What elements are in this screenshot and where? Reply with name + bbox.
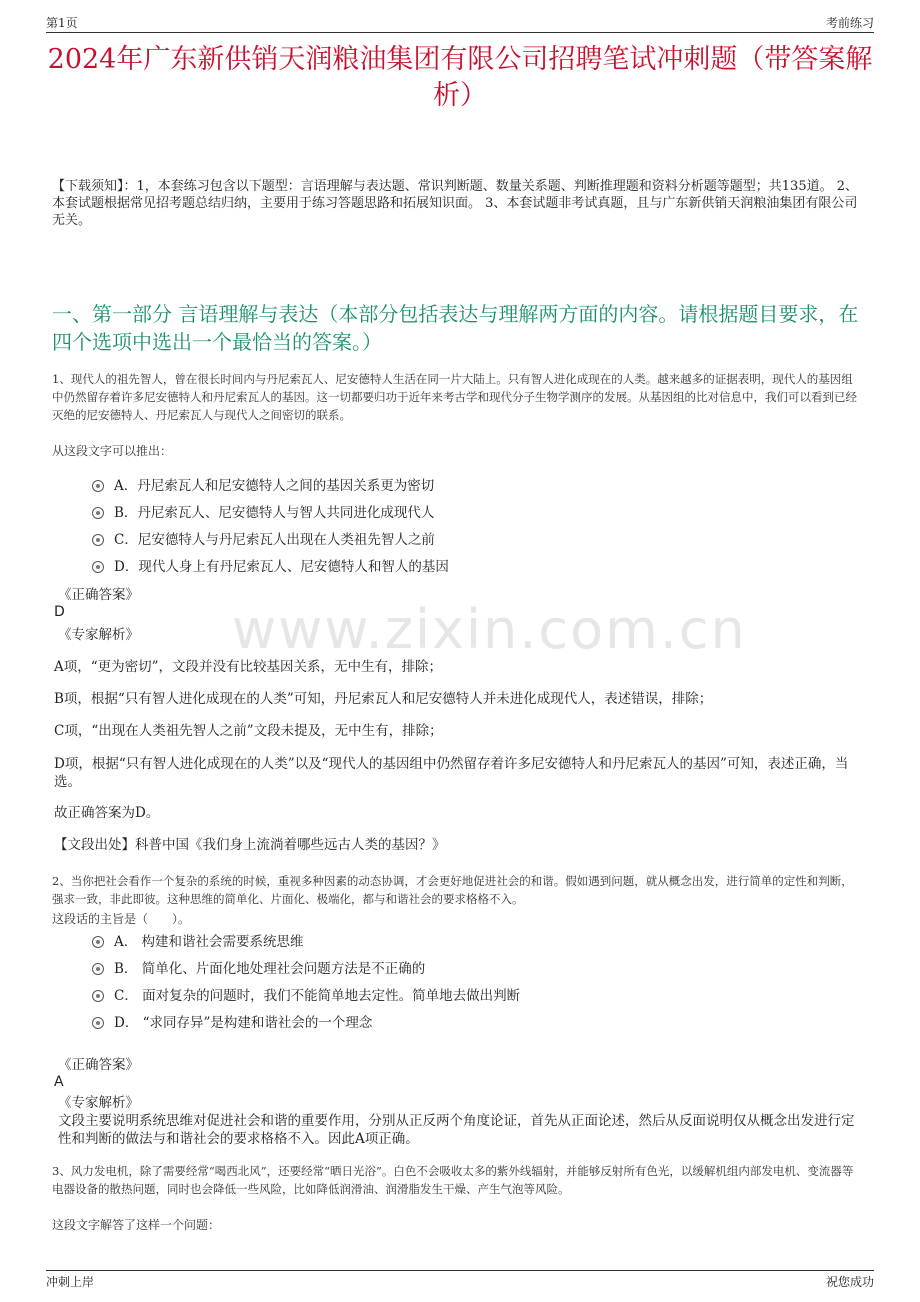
radio-icon[interactable] (92, 534, 104, 546)
question-1-prompt: 从这段文字可以推出： (52, 444, 173, 458)
radio-icon[interactable] (92, 561, 104, 573)
q1-analysis-c: C项，“出现在人类祖先智人之前”文段未提及，无中生有，排除； (54, 723, 443, 739)
document-title: 2024年广东新供销天润粮油集团有限公司招聘笔试冲刺题（带答案解析） (47, 44, 873, 111)
page-number: 第1页 (46, 16, 78, 30)
page-footer (46, 1270, 874, 1289)
q2-correct-label: 《正确答案》 (58, 1057, 139, 1073)
q2-option-d[interactable]: D． “求同存异”是构建和谐社会的一个理念 (92, 1014, 372, 1032)
q1-option-b[interactable]: B．丹尼索瓦人、尼安德特人与智人共同进化成现代人 (92, 504, 434, 522)
section-title: 一、第一部分 言语理解与表达（本部分包括表达与理解两方面的内容。请根据题目要求，在四个选项中选出一个最恰当的答案。） (52, 302, 859, 354)
watermark: www.zixin.com.cn (232, 598, 747, 661)
q1-conclusion: 故正确答案为D。 (54, 805, 160, 821)
q1-correct-label: 《正确答案》 (58, 587, 139, 603)
footer-right: 祝您成功 (825, 1275, 874, 1289)
radio-icon[interactable] (92, 1017, 104, 1029)
q2-option-b[interactable]: B． 简单化、片面化地处理社会问题方法是不正确的 (92, 960, 425, 978)
q1-option-d[interactable]: D．现代人身上有丹尼索瓦人、尼安德特人和智人的基因 (92, 558, 449, 576)
q1-source: 【文段出处】科普中国《我们身上流淌着哪些远古人类的基因？》 (54, 837, 446, 853)
radio-icon[interactable] (92, 480, 104, 492)
q2-option-c[interactable]: C． 面对复杂的问题时，我们不能简单地去定性。简单地去做出判断 (92, 987, 520, 1005)
q2-analysis: 文段主要说明系统思维对促进社会和谐的重要作用，分别从正反两个角度论证，首先从正面论述，然后从反面说明仅从概念出发进行定性和判断的做法与和谐社会的要求格格不入。因此A项正确。 (58, 1113, 855, 1147)
radio-icon[interactable] (92, 507, 104, 519)
radio-icon[interactable] (92, 936, 104, 948)
radio-icon[interactable] (92, 990, 104, 1002)
question-3-prompt: 这段文字解答了这样一个问题： (52, 1218, 221, 1232)
q1-option-a[interactable]: A．丹尼索瓦人和尼安德特人之间的基因关系更为密切 (92, 477, 434, 495)
question-2-stem: 2、当你把社会看作一个复杂的系统的时候，重视多种因素的动态协调，才会更好地促进社会的和谐。假如遇到问题，就从概念出发，进行简单的定性和判断，强求一致，非此即彼。这种思维的简单化、片面化、极端化，都与和谐社会的要求格格不入。 (52, 874, 853, 906)
download-notice: 【下载须知】：1，本套练习包含以下题型：言语理解与表达题、常识判断题、数量关系题、判断推理题和资料分析题等题型；共135道。 2、本套试题根据常见招考题总结归纳，主要用于练习答题思路和拓展知识面。 3、本套试题非考试真题，且与广东新供销天润粮油集团有限公司无关。 (52, 179, 858, 228)
q2-answer: A (54, 1074, 64, 1090)
radio-icon[interactable] (92, 963, 104, 975)
q2-option-a[interactable]: A． 构建和谐社会需要系统思维 (92, 933, 304, 951)
q1-expert-label: 《专家解析》 (58, 627, 139, 643)
question-2-prompt: 这段话的主旨是（ ）。 (52, 912, 191, 926)
q1-analysis-a: A项，“更为密切”，文段并没有比较基因关系，无中生有，排除； (54, 659, 443, 675)
question-3-stem: 3、风力发电机，除了需要经常“喝西北风”，还要经常“晒日光浴”。白色不会吸收太多的紫外线辐射，并能够反射所有色光，以缓解机组内部发电机、变流器等电器设备的散热问题，同时也会降低一些风险，比如降低润滑油、润滑脂发生干燥、产生气泡等风险。 (52, 1164, 854, 1196)
q1-analysis-b: B项，根据“只有智人进化成现在的人类”可知，丹尼索瓦人和尼安德特人并未进化成现代人，表述错误，排除； (54, 691, 713, 707)
question-1-stem: 1、现代人的祖先智人，曾在很长时间内与丹尼索瓦人、尼安德特人生活在同一片大陆上。只有智人进化成现在的人类。越来越多的证据表明，现代人的基因组中仍然留存着许多尼安德特人和丹尼索瓦人的基因。这一切都要归功于近年来考古学和现代分子生物学测序的发展。从基因组的比对信息中，我们可以看到已经灭绝的尼安德特人、丹尼索瓦人与现代人之间密切的联系。 (52, 372, 857, 422)
q1-analysis-d: D项，根据“只有智人进化成现在的人类”以及“现代人的基因组中仍然留存着许多尼安德特人和丹尼索瓦人的基因”可知，表述正确，当选。 (54, 756, 849, 790)
page-header (46, 14, 874, 33)
q1-option-c[interactable]: C．尼安德特人与丹尼索瓦人出现在人类祖先智人之前 (92, 531, 435, 549)
header-tag: 考前练习 (825, 16, 874, 30)
q1-answer: D (54, 604, 65, 620)
q2-expert-label: 《专家解析》 (58, 1095, 139, 1111)
footer-left: 冲刺上岸 (46, 1275, 95, 1289)
